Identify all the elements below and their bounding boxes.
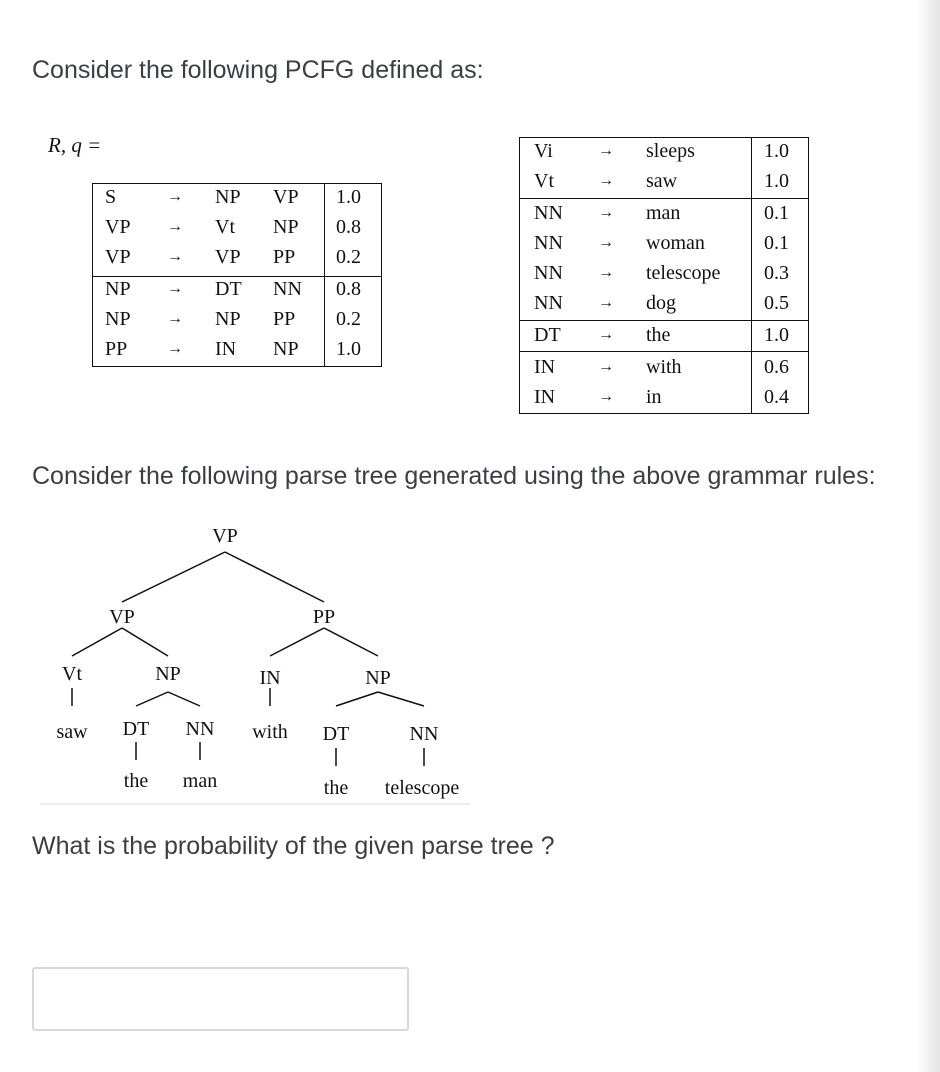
rule-prob: 1.0 [764,324,789,346]
rule-prob: 0.3 [764,262,789,284]
leaf-the: the [323,777,349,799]
rule-word: the [646,324,671,346]
rule-arrow-icon: → [598,234,614,251]
rule-lhs: NN [534,292,563,314]
rule-lhs: IN [534,386,556,408]
rule-rhs: PP [273,308,296,330]
rule-word: telescope [646,262,721,284]
leaf-saw: saw [56,721,88,743]
node-in: IN [259,667,281,689]
node-vt: Vt [62,663,82,685]
question-prompt: What is the probability of the given parse tree ? [32,832,555,860]
page-edge-shadow [916,0,940,1072]
prob-column-divider [751,138,752,413]
rule-arrow-icon: → [598,264,614,281]
nonterminal-rules-table [92,183,382,367]
rule-prob: 1.0 [336,338,361,360]
rule-word: in [646,386,662,408]
rule-lhs: DT [534,324,561,346]
rule-prob: 0.6 [764,356,789,378]
tree-intro: Consider the following parse tree generated using the above grammar rules: [32,462,876,490]
lexical-rules-table [519,137,809,414]
node-np-pp-object: NP [365,667,391,689]
rule-rhs: DT [215,278,242,300]
rule-arrow-icon: → [167,310,183,327]
rule-arrow-icon: → [167,340,183,357]
rule-prob: 1.0 [764,140,789,162]
rule-lhs: IN [534,356,556,378]
node-np-object: NP [155,663,181,685]
rule-arrow-icon: → [598,204,614,221]
rule-word: man [646,202,681,224]
rule-word: dog [646,292,676,314]
node-dt: DT [322,723,350,745]
leaf-with: with [252,721,288,743]
question-intro: Consider the following PCFG defined as: [32,56,484,84]
node-dt: DT [122,718,150,740]
rule-lhs: VP [105,216,131,238]
rq-label: R, q = [48,133,102,157]
rule-word: woman [646,232,705,254]
rule-lhs: NP [105,278,131,300]
node-nn: NN [185,718,215,740]
rule-prob: 1.0 [336,186,361,208]
rule-lhs: NP [105,308,131,330]
node-pp: PP [312,606,336,628]
rule-prob: 0.5 [764,292,789,314]
prob-column-divider [324,184,325,366]
rule-rhs: NP [215,186,241,208]
rule-group-divider [520,351,808,352]
rule-word: sleeps [646,140,695,162]
rule-prob: 1.0 [764,170,789,192]
rule-group-divider [93,276,381,277]
rule-prob: 0.1 [764,202,789,224]
rule-lhs: PP [105,338,128,360]
rule-prob: 0.2 [336,308,361,330]
rule-arrow-icon: → [598,172,614,189]
rule-prob: 0.4 [764,386,789,408]
rule-word: with [646,356,682,378]
parse-tree [0,510,560,810]
rule-arrow-icon: → [167,218,183,235]
rule-rhs: VP [215,246,241,268]
rule-rhs: Vt [215,216,235,238]
rule-rhs: NP [273,216,299,238]
leaf-man: man [182,770,218,792]
rule-lhs: Vt [534,170,554,192]
rule-rhs: NP [273,338,299,360]
rule-lhs: NN [534,202,563,224]
rule-rhs: VP [273,186,299,208]
rule-arrow-icon: → [167,280,183,297]
leaf-the: the [123,770,149,792]
rule-rhs: NN [273,278,302,300]
rule-arrow-icon: → [598,326,614,343]
rule-arrow-icon: → [598,294,614,311]
rule-group-divider [520,320,808,321]
leaf-telescope: telescope [384,777,460,799]
rule-arrow-icon: → [598,388,614,405]
node-nn: NN [409,723,439,745]
rule-prob: 0.2 [336,246,361,268]
node-root-vp: VP [212,525,238,547]
rule-lhs: NN [534,262,563,284]
rule-rhs: NP [215,308,241,330]
node-vp: VP [109,606,135,628]
rule-prob: 0.1 [764,232,789,254]
rule-lhs: VP [105,246,131,268]
rule-arrow-icon: → [598,142,614,159]
rule-arrow-icon: → [167,248,183,265]
rule-rhs: PP [273,246,296,268]
rule-prob: 0.8 [336,278,361,300]
rule-lhs: S [105,186,117,208]
rule-word: saw [646,170,678,192]
rule-group-divider [520,198,808,199]
answer-input[interactable] [32,967,409,1031]
rule-lhs: NN [534,232,563,254]
rule-arrow-icon: → [167,188,183,205]
rule-rhs: IN [215,338,237,360]
rule-prob: 0.8 [336,216,361,238]
rule-arrow-icon: → [598,358,614,375]
rule-lhs: Vi [534,140,553,162]
